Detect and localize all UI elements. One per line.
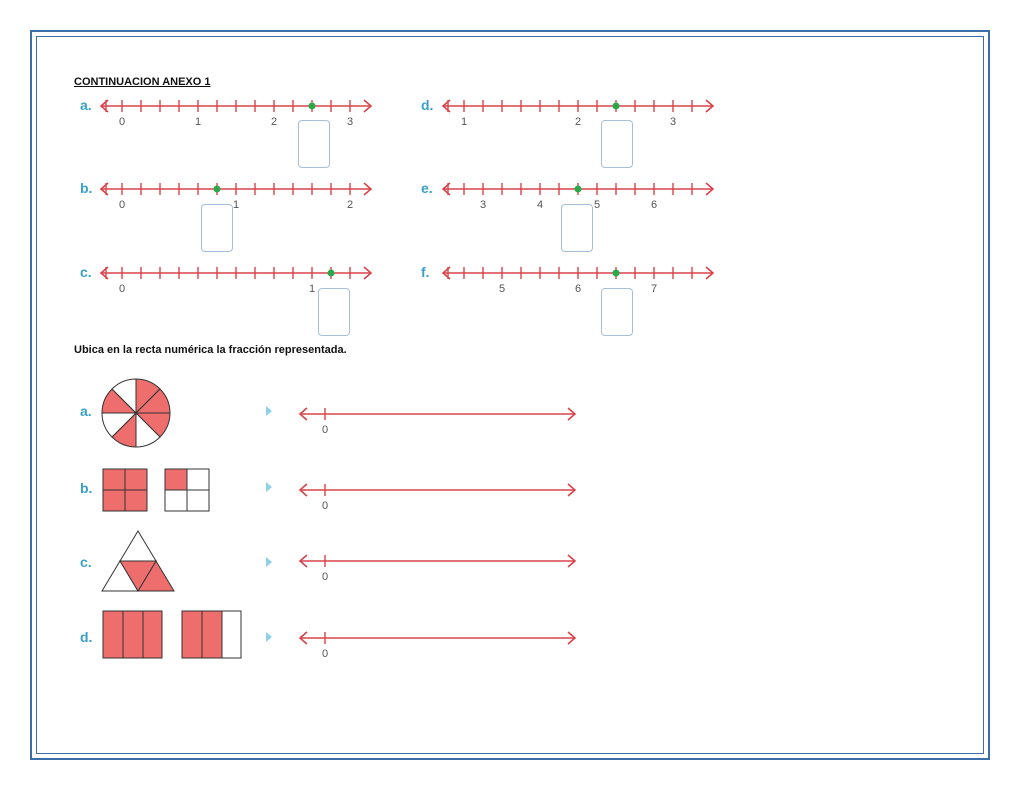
number-line-f [440, 263, 720, 297]
answer-box-d[interactable] [601, 120, 633, 168]
figure-c-label: c. [80, 554, 92, 570]
tick-label: 6 [574, 283, 582, 295]
point-f [613, 270, 620, 277]
play-arrow-icon [266, 482, 272, 492]
tick-label: 2 [346, 199, 354, 211]
answer-box-b[interactable] [201, 204, 233, 252]
line-d-label: d. [421, 97, 434, 113]
line-b-label: b. [80, 180, 93, 196]
tick-label: 4 [536, 199, 544, 211]
zero-label: 0 [321, 424, 329, 436]
point-d [613, 103, 620, 110]
point-a [309, 103, 316, 110]
point-b [214, 186, 221, 193]
empty-number-line-c [296, 551, 580, 585]
tick-label: 3 [479, 199, 487, 211]
tick-label: 7 [650, 283, 658, 295]
tick-label: 1 [308, 283, 316, 295]
squares-fraction-figure [101, 467, 213, 515]
tick-label: 2 [574, 116, 582, 128]
number-line-b [98, 179, 378, 213]
tick-label: 0 [118, 199, 126, 211]
figure-d-label: d. [80, 629, 93, 645]
tick-label: 5 [593, 199, 601, 211]
triangle-fraction-figure [101, 529, 177, 595]
tick-label: 1 [460, 116, 468, 128]
tick-label: 1 [232, 199, 240, 211]
answer-box-e[interactable] [561, 204, 593, 252]
empty-number-line-b [296, 480, 580, 514]
point-e [575, 186, 582, 193]
tick-label: 2 [270, 116, 278, 128]
line-f-label: f. [421, 264, 430, 280]
figure-b-label: b. [80, 480, 93, 496]
play-arrow-icon [266, 557, 272, 567]
zero-label: 0 [321, 500, 329, 512]
tick-label: 3 [346, 116, 354, 128]
tick-label: 0 [118, 116, 126, 128]
answer-box-c[interactable] [318, 288, 350, 336]
answer-box-f[interactable] [601, 288, 633, 336]
tick-label: 5 [498, 283, 506, 295]
circle-fraction-figure [100, 377, 174, 451]
line-e-label: e. [421, 180, 433, 196]
zero-label: 0 [321, 648, 329, 660]
zero-label: 0 [321, 571, 329, 583]
page-title: CONTINUACION ANEXO 1 [74, 76, 211, 88]
line-c-label: c. [80, 264, 92, 280]
number-line-d [440, 96, 720, 130]
tick-label: 0 [118, 283, 126, 295]
tick-label: 1 [194, 116, 202, 128]
tick-label: 3 [669, 116, 677, 128]
point-c [328, 270, 335, 277]
tick-label: 6 [650, 199, 658, 211]
play-arrow-icon [266, 632, 272, 642]
instruction-text: Ubica en la recta numérica la fracción representada. [74, 344, 347, 356]
empty-number-line-a [296, 404, 580, 438]
answer-box-a[interactable] [298, 120, 330, 168]
bars-fraction-figure [101, 609, 245, 661]
figure-a-label: a. [80, 403, 92, 419]
line-a-label: a. [80, 97, 92, 113]
play-arrow-icon [266, 406, 272, 416]
empty-number-line-d [296, 628, 580, 662]
number-line-a [98, 96, 378, 130]
